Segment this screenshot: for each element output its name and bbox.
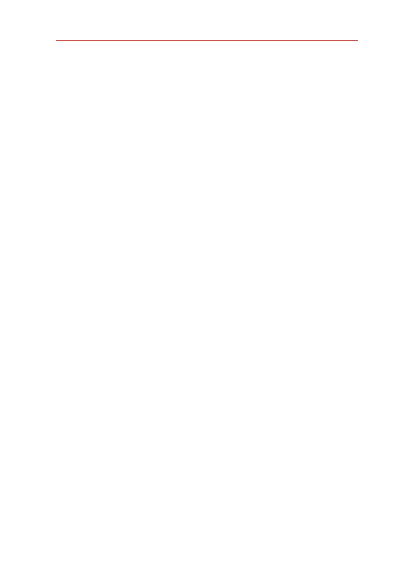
header-divider — [56, 40, 358, 41]
